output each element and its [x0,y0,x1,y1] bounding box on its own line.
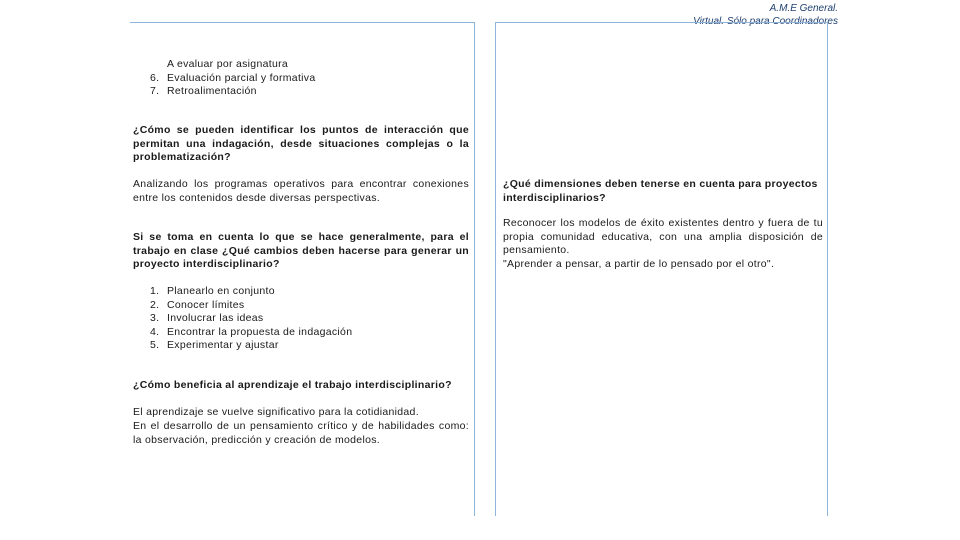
question-benefits: ¿Cómo beneficia al aprendizaje el trabajo interdisciplinario? [133,379,452,391]
answer-dimensions: Reconocer los modelos de éxito existentes dentro y fuera de tu propia comunidad educativa, con una amplia disposición de pensamiento. [503,217,823,256]
evaluation-list [150,58,315,99]
header-line-2: Virtual. Sólo para Coordinadores [693,16,838,27]
list-item: 6. Evaluación parcial y formativa [150,71,316,84]
answer-dimensions-quote: "Aprender a pensar, a partir de lo pensado por el otro". [503,258,775,270]
question-dimensions: ¿Qué dimensiones deben tenerse en cuenta para proyectos interdisciplinarios? [503,178,818,204]
right-column [495,22,828,516]
list-item: 1. Planearlo en conjunto [150,285,275,297]
answer-interaction-points: Analizando los programas operativos para encontrar conexiones entre los contenidos desde diversas perspectivas. [133,178,469,204]
list-item: 7. Retroalimentación [150,85,257,97]
answer-benefits-line-2: En el desarrollo de un pensamiento crítico y de habilidades como: la observación, predicción y creación de modelos. [133,420,469,446]
list-item: 5. Experimentar y ajustar [150,339,279,351]
header-line-1: A.M.E General. [769,3,838,14]
list-item: 3. Involucrar las ideas [150,312,264,324]
left-column [130,22,475,516]
question-changes: Si se toma en cuenta lo que se hace generalmente, para el trabajo en clase ¿Qué cambios deben hacerse para generar un proyecto interdisciplinario? [133,231,469,270]
answer-benefits-line-1: El aprendizaje se vuelve significativo para la cotidianidad. [133,406,419,418]
list-item: A evaluar por asignatura [167,58,289,70]
changes-list [150,285,352,353]
list-item: 4. Encontrar la propuesta de indagación [150,325,353,338]
list-item: 2. Conocer límites [150,298,245,311]
question-interaction-points: ¿Cómo se pueden identificar los puntos de interacción que permitan una indagación, desde situaciones complejas o la problematización? [133,124,469,163]
